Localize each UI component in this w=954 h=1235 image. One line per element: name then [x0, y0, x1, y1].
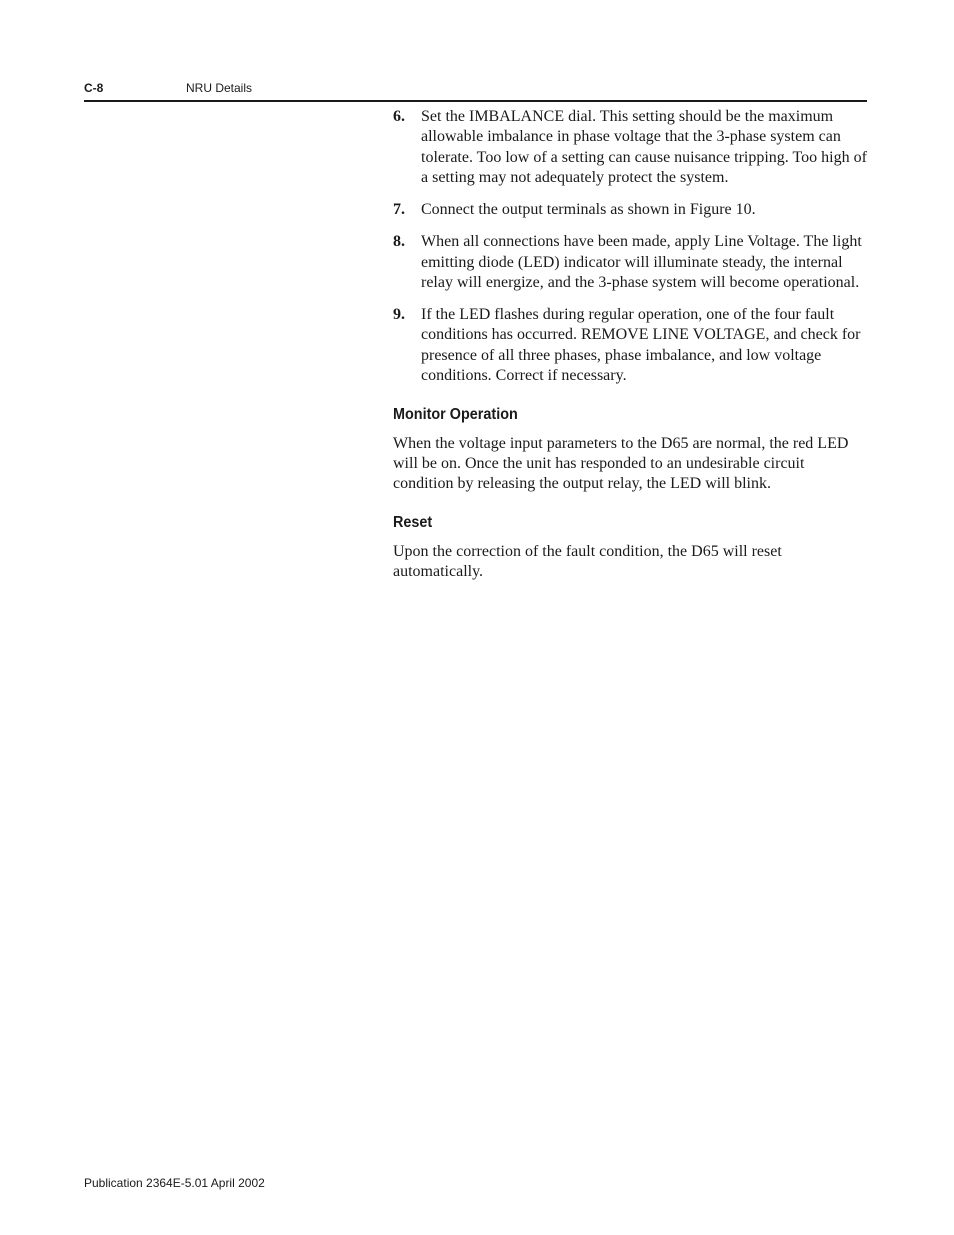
page-header	[84, 80, 867, 102]
list-item	[393, 305, 868, 387]
step-number: 9.	[393, 306, 405, 324]
monitor-operation-heading: Monitor Operation	[393, 405, 518, 423]
list-item	[393, 107, 868, 189]
step-number: 8.	[393, 233, 405, 251]
reset-heading: Reset	[393, 513, 433, 531]
list-item	[393, 232, 868, 293]
list-item	[393, 200, 868, 220]
monitor-operation-paragraph: When the voltage input parameters to the D65 are normal, the red LED will be on. Once the unit has responded to an undesirable circuit condition by releasing the output relay, the LED will blink.	[393, 434, 849, 493]
main-content	[393, 107, 868, 583]
page-footer: Publication 2364E-5.01 April 2002	[84, 1176, 265, 1190]
step-text: Connect the output terminals as shown in Figure 10.	[421, 201, 756, 219]
step-number: 7.	[393, 201, 405, 219]
step-text: If the LED flashes during regular operation, one of the four fault conditions has occurred. REMOVE LINE VOLTAGE, and check for presence of all three phases, phase imbalance, and low voltage conditions. Correct if necessary.	[421, 306, 861, 385]
step-text: Set the IMBALANCE dial. This setting should be the maximum allowable imbalance in phase voltage that the 3-phase system can tolerate. Too low of a setting can cause nuisance tripping. Too high of a setting may not adequately protect the system.	[421, 108, 867, 187]
page-number: C-8	[84, 81, 104, 95]
step-number: 6.	[393, 108, 405, 125]
reset-paragraph: Upon the correction of the fault condition, the D65 will reset automatically.	[393, 542, 782, 581]
header-section-title: NRU Details	[186, 81, 253, 95]
step-text: When all connections have been made, apply Line Voltage. The light emitting diode (LED) indicator will illuminate steady, the internal relay will energize, and the 3-phase system will become operational.	[421, 233, 862, 292]
